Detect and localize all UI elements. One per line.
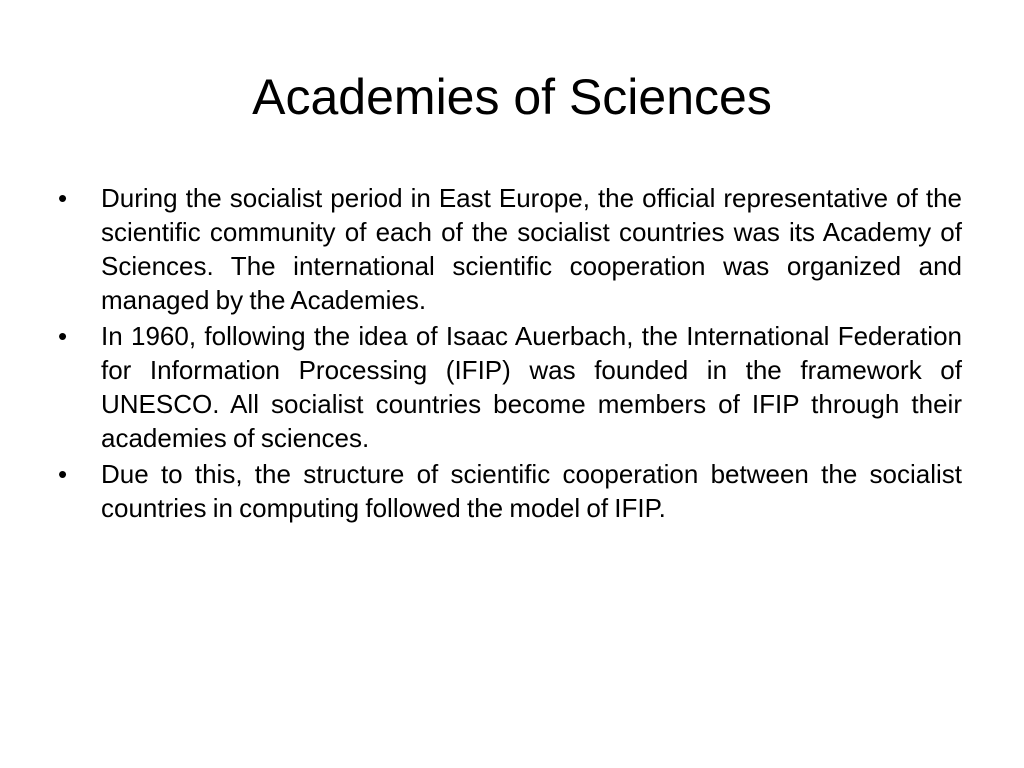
bullet-item-1 — [58, 181, 962, 317]
bullet-dot-icon: • — [58, 459, 68, 489]
bullet-dot-icon: • — [58, 321, 68, 351]
bullet-item-2 — [58, 319, 962, 455]
bullet-dot-icon: • — [58, 183, 68, 213]
bullet-text-1: During the socialist period in East Europe, the official representative of the scientific community of each of the socialist countries was its Academy of Sciences. The international scientific cooperation was organized and managed by the Academies. — [101, 183, 962, 315]
bullet-text-2: In 1960, following the idea of Isaac Auerbach, the International Federation for Information Processing (IFIP) was founded in the framework of UNESCO. All socialist countries become members of IFIP through their academies of sciences. — [101, 321, 962, 453]
bullet-text-3: Due to this, the structure of scientific cooperation between the socialist countries in computing followed the model of IFIP. — [101, 459, 962, 523]
bullet-item-3 — [58, 457, 962, 525]
bullet-list — [58, 181, 962, 527]
slide-title: Academies of Sciences — [252, 69, 772, 125]
